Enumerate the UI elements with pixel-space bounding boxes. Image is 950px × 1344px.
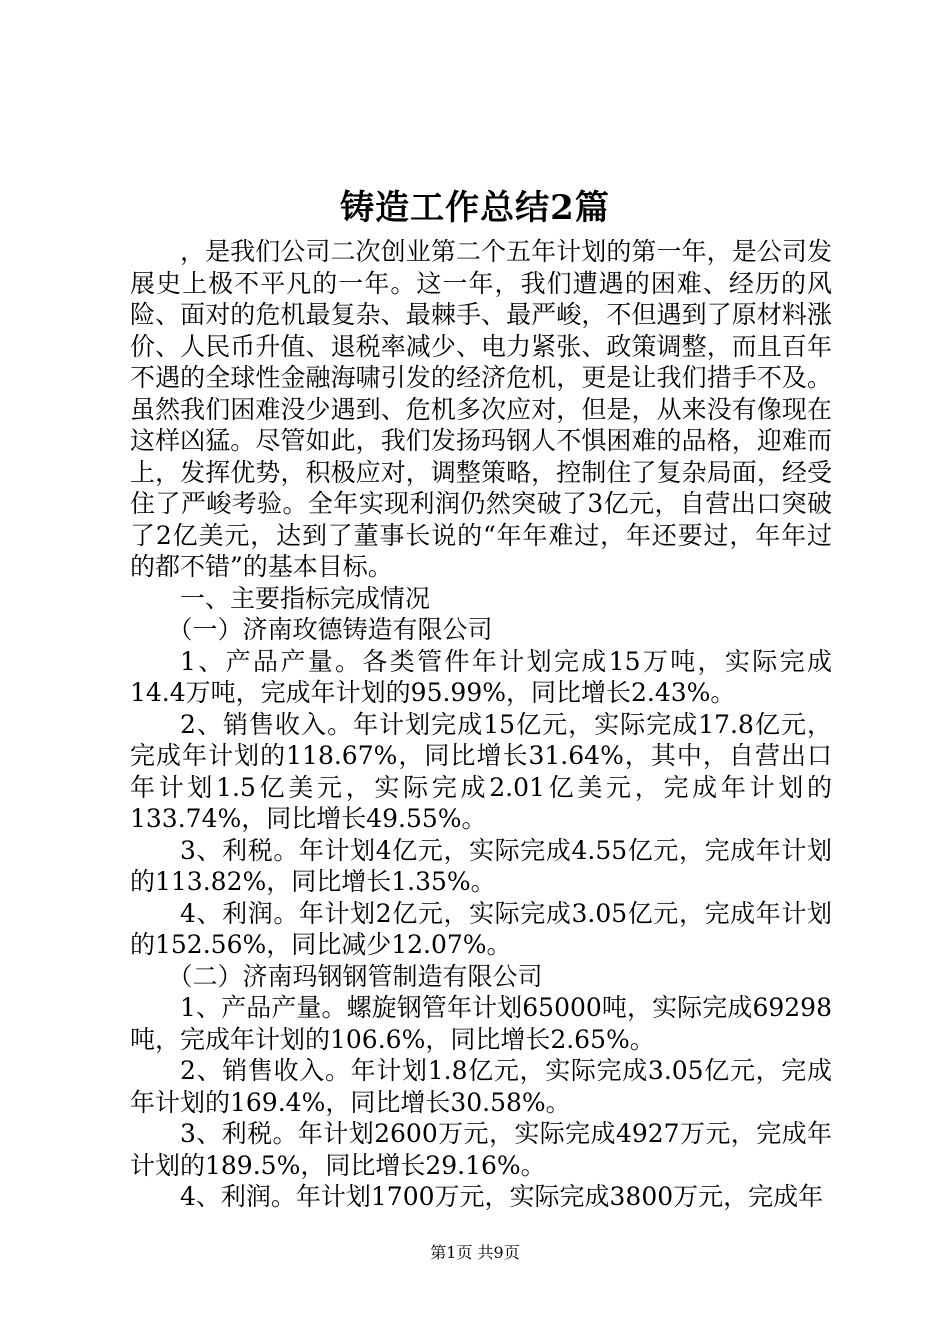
- paragraph-meide-profit: 4、利润。年计划2亿元，实际完成3.05亿元，完成年计划的152.56%，同比减少12.07%。: [130, 898, 832, 959]
- subsection-heading-steel-pipe: （二）济南玛钢钢管制造有限公司: [167, 961, 543, 991]
- paragraph-intro: ，是我们公司二次创业第二个五年计划的第一年，是公司发展史上极不平凡的一年。这一年，我们遭遇的困难、经历的风险、面对的危机最复杂、最棘手、最严峻，不但遇到了原材料涨价、人民币升值、退税率减少、电力紧张、政策调整，而且百年不遇的全球性金融海啸引发的经济危机，更是让我们措手不及。虽然我们困难没少遇到、危机多次应对，但是，从来没有像现在这样凶猛。尽管如此，我们发扬玛钢人不惧困难的品格，迎难而上，发挥优势，积极应对，调整策略，控制住了复杂局面，经受住了严峻考验。全年实现利润仍然突破了3亿元，自营出口突破了2亿美元，达到了董事长说的“年年难过，年还要过，年年过的都不错”的基本目标。: [130, 237, 832, 581]
- paragraph-meide-tax: 3、利税。年计划4亿元，实际完成4.55亿元，完成年计划的113.82%，同比增长1.35%。: [130, 835, 832, 896]
- paragraph-pipe-profit: 4、利润。年计划1700万元，实际完成3800万元，完成年: [180, 1182, 824, 1211]
- document-body: [130, 236, 832, 1213]
- section-heading-main-indicators: 一、主要指标完成情况: [180, 583, 431, 613]
- paragraph-meide-output: 1、产品产量。各类管件年计划完成15万吨，实际完成14.4万吨，完成年计划的95.99%，同比增长2.43%。: [130, 646, 832, 707]
- paragraph-meide-sales: 2、销售收入。年计划完成15亿元，实际完成17.8亿元，完成年计划的118.67%，同比增长31.64%，其中，自营出口年计划1.5亿美元，实际完成2.01亿美元，完成年计划的133.74%，同比增长49.55%。: [130, 709, 832, 833]
- paragraph-pipe-tax: 3、利税。年计划2600万元，实际完成4927万元，完成年计划的189.5%，同比增长29.16%。: [130, 1119, 832, 1180]
- document-title: 铸造工作总结2篇: [340, 188, 610, 228]
- subsection-heading-meide: （一）济南玫德铸造有限公司: [167, 615, 493, 644]
- paragraph-pipe-output: 1、产品产量。螺旋钢管年计划65000吨，实际完成69298吨，完成年计划的106.6%，同比增长2.65%。: [130, 993, 832, 1054]
- paragraph-pipe-sales: 2、销售收入。年计划1.8亿元，实际完成3.05亿元，完成年计划的169.4%，同比增长30.58%。: [130, 1056, 832, 1117]
- page-number-footer: 第1页 共9页: [430, 1243, 520, 1262]
